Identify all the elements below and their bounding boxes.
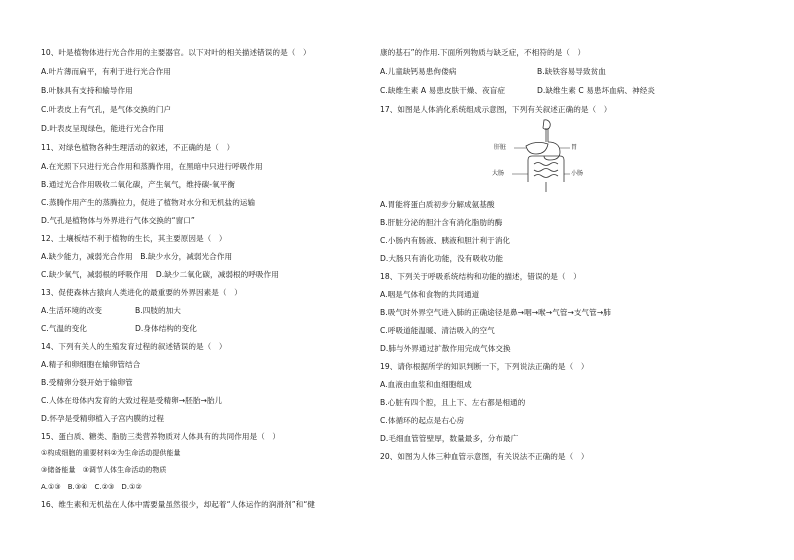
left-column-line: A.缺少能力，减弱光合作用 B.缺少水分，减弱光合作用: [41, 252, 233, 261]
right-column-line: B.肝脏分泌的胆汁含有消化脂肪的酶: [380, 218, 503, 227]
right-column-line: 17、如图是人体消化系统组成示意图，下列有关叙述正确的是（ ）: [380, 105, 612, 114]
left-column-line: D.身体结构的变化: [135, 324, 197, 333]
left-column-line: D.气孔是植物体与外界进行气体交换的“窗口”: [41, 216, 195, 225]
left-column-line: C.气温的变化: [41, 324, 88, 333]
right-column-line: C.小肠内有肠液、胰液和胆汁利于消化: [380, 236, 511, 245]
left-column-line: 12、土壤板结不利于植物的生长，其主要原因是（ ）: [41, 234, 227, 243]
left-column-line: D.怀孕是受精卵植入子宫内膜的过程: [41, 414, 165, 423]
right-column-line: B.吸气时外界空气进入肺的正确途径是鼻→咽→喉→气管→支气管→肺: [380, 308, 611, 317]
left-column-line: 14、下列有关人的生殖发育过程的叙述错误的是（ ）: [41, 342, 227, 351]
label-stomach: 胃: [571, 144, 578, 151]
left-column-line: 10、叶是植物体进行光合作用的主要器官。以下对叶的相关描述错误的是（ ）: [41, 48, 311, 57]
left-column-line: B.四肢的加大: [135, 306, 181, 315]
left-column-line: B.叶脉具有支持和输导作用: [41, 86, 133, 95]
left-column-line: B.通过光合作用吸收二氧化碳，产生氧气，维持碳-氧平衡: [41, 180, 235, 189]
left-column-line: 13、促使森林古猿向人类进化的最重要的外界因素是（ ）: [41, 288, 242, 297]
left-column-line: D.叶表皮呈现绿色，能进行光合作用: [41, 124, 165, 133]
left-column-line: C.叶表皮上有气孔，是气体交换的门户: [41, 105, 172, 114]
right-column-line: 20、如图为人体三种血管示意图，有关说法不正确的是（ ）: [380, 452, 589, 461]
left-column-line: C.蒸腾作用产生的蒸腾拉力，促进了植物对水分和无机盐的运输: [41, 198, 256, 207]
right-column-line: 19、请你根据所学的知识判断一下，下列说法正确的是（ ）: [380, 362, 589, 371]
mouth-shape: [543, 120, 550, 130]
left-column-line: A.叶片薄而扁平，有利于进行光合作用: [41, 67, 171, 76]
left-column-line: A.在光照下只进行光合作用和蒸腾作用，在黑暗中只进行呼吸作用: [41, 162, 263, 171]
right-column-line: C.呼吸道能温暖、清洁吸入的空气: [380, 326, 495, 335]
left-column-line: 16、维生素和无机盐在人体中需要量虽然很少，却起着“人体运作的润滑剂”和“健: [41, 500, 315, 509]
label-small-intestine: 小肠: [571, 170, 584, 177]
left-column-line: 15、蛋白质、糖类、脂肪三类营养物质对人体具有的共同作用是（ ）: [41, 432, 281, 441]
digestive-system-figure: [492, 118, 586, 200]
right-column-line: C.体循环的起点是右心房: [380, 416, 465, 425]
right-column-line: A.血液由血浆和血细胞组成: [380, 380, 472, 389]
right-column-line: B.缺铁容易导致贫血: [537, 67, 606, 76]
left-column-line: A.①③ B.③④ C.②③ D.①②: [41, 483, 142, 491]
right-column-line: D.毛细血管管壁厚，数量最多，分布最广: [380, 434, 519, 443]
left-column-line: C.缺少氧气，减弱根的呼吸作用 D.缺少二氧化碳，减弱根的呼吸作用: [41, 270, 279, 279]
liver-shape: [526, 142, 548, 154]
right-column-line: D.大肠只有消化功能，没有吸收功能: [380, 254, 504, 263]
right-column-line: A.咽是气体和食物的共同通道: [380, 290, 480, 299]
label-liver: 肝脏: [494, 144, 507, 151]
right-column-line: D.肺与外界通过扩散作用完成气体交换: [380, 344, 511, 353]
digestive-diagram: [496, 118, 586, 200]
left-column-line: A.精子和卵细胞在输卵管结合: [41, 360, 141, 369]
right-column-line: A.儿童缺钙易患佝偻病: [380, 67, 457, 76]
small-intestine-shape: [534, 163, 558, 178]
left-column-line: C.人体在母体内发育的大致过程是受精卵→胚胎→胎儿: [41, 396, 223, 405]
right-column-line: D.缺维生素 C 易患坏血病、神经炎: [537, 86, 656, 95]
label-large-intestine: 大肠: [492, 170, 505, 177]
left-column-line: 11、对绿色植物各种生理活动的叙述，不正确的是（ ）: [41, 143, 235, 152]
left-column-line: A.生活环境的改变: [41, 306, 103, 315]
right-column-line: C.缺维生素 A 易患皮肤干燥、夜盲症: [380, 86, 505, 95]
right-column-line: 康的基石”的作用.下面所列物质与缺乏症，不相符的是（ ）: [380, 48, 586, 57]
large-intestine-shape: [528, 156, 564, 182]
left-column-line: B.受精卵分裂开始于输卵管: [41, 378, 133, 387]
right-column-line: A.胃能将蛋白质初步分解成氨基酸: [380, 200, 495, 209]
left-column-line: ③储备能量 ③调节人体生命活动的物质: [41, 466, 167, 474]
right-column-line: 18、下列关于呼吸系统结构和功能的描述，错误的是（ ）: [380, 272, 581, 281]
left-column-line: ①构成细胞的重要材料②为生命活动提供能量: [41, 449, 181, 457]
stomach-shape: [544, 142, 560, 160]
right-column-line: B.心脏有四个腔，且上下、左右都是相通的: [380, 398, 526, 407]
